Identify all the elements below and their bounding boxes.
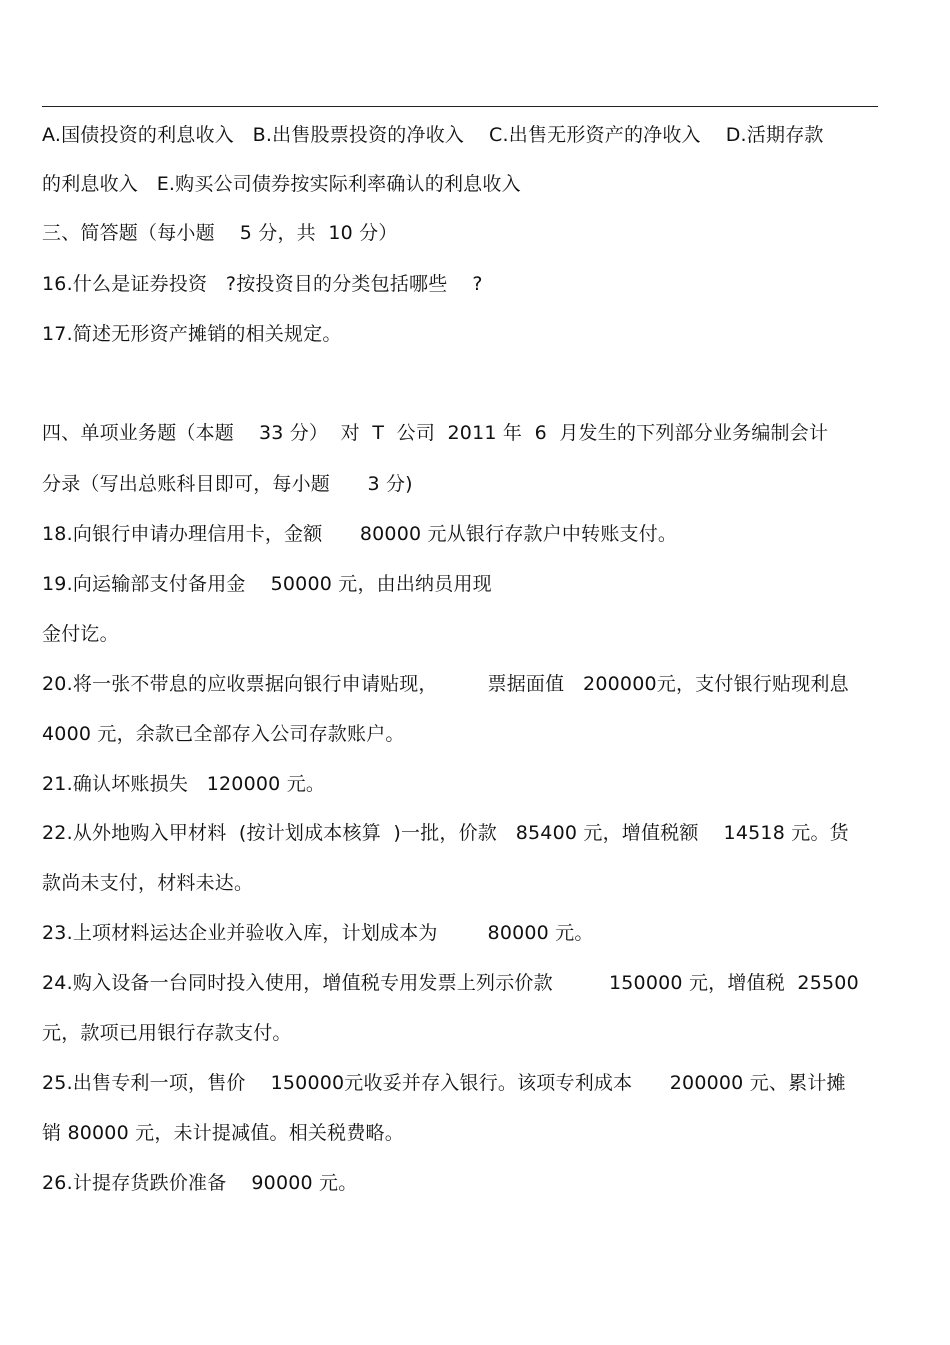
question-26: 26.计提存货跌价准备 90000 元。 [42, 1172, 358, 1194]
text-line: 元，款项已用银行存款支付。 [42, 1022, 292, 1044]
question-19: 19.向运输部支付备用金 50000 元，由出纳员用现 [42, 573, 492, 595]
question-24: 24.购入设备一台同时投入使用，增值税专用发票上列示价款 150000 元，增值税 25500 [42, 972, 859, 994]
section-heading: 四、单项业务题（本题 33 分） 对 T 公司 2011 年 6 月发生的下列部分业务编制会计 [42, 422, 829, 444]
text-line: 款尚未支付，材料未达。 [42, 872, 254, 894]
text-line: 的利息收入 E.购买公司债券按实际利率确认的利息收入 [42, 173, 521, 195]
question-23: 23.上项材料运达企业并验收入库，计划成本为 80000 元。 [42, 922, 594, 944]
top-rule [42, 106, 878, 107]
question-17: 17.简述无形资产摊销的相关规定。 [42, 323, 342, 345]
question-20: 20.将一张不带息的应收票据向银行申请贴现， 票据面值 200000元，支付银行贴现利息 [42, 673, 849, 695]
question-25: 25.出售专利一项，售价 150000元收妥并存入银行。该项专利成本 200000 元、累计摊 [42, 1072, 846, 1094]
text-line: 金付讫。 [42, 623, 119, 645]
question-22: 22.从外地购入甲材料 (按计划成本核算 )一批，价款 85400 元，增值税额 14518 元。货 [42, 822, 849, 844]
question-18: 18.向银行申请办理信用卡，金额 80000 元从银行存款户中转账支付。 [42, 523, 678, 545]
text-line: 销 80000 元，未计提减值。相关税费略。 [42, 1122, 404, 1144]
section-heading: 三、简答题（每小题 5 分，共 10 分） [42, 222, 398, 244]
text-line: 4000 元，余款已全部存入公司存款账户。 [42, 723, 405, 745]
question-16: 16.什么是证券投资 ?按投资目的分类包括哪些 ? [42, 273, 483, 295]
text-line: A.国债投资的利息收入 B.出售股票投资的净收入 C.出售无形资产的净收入 D.活期存款 [42, 124, 824, 146]
question-21: 21.确认坏账损失 120000 元。 [42, 773, 326, 795]
text-line: 分录（写出总账科目即可，每小题 3 分) [42, 473, 413, 495]
